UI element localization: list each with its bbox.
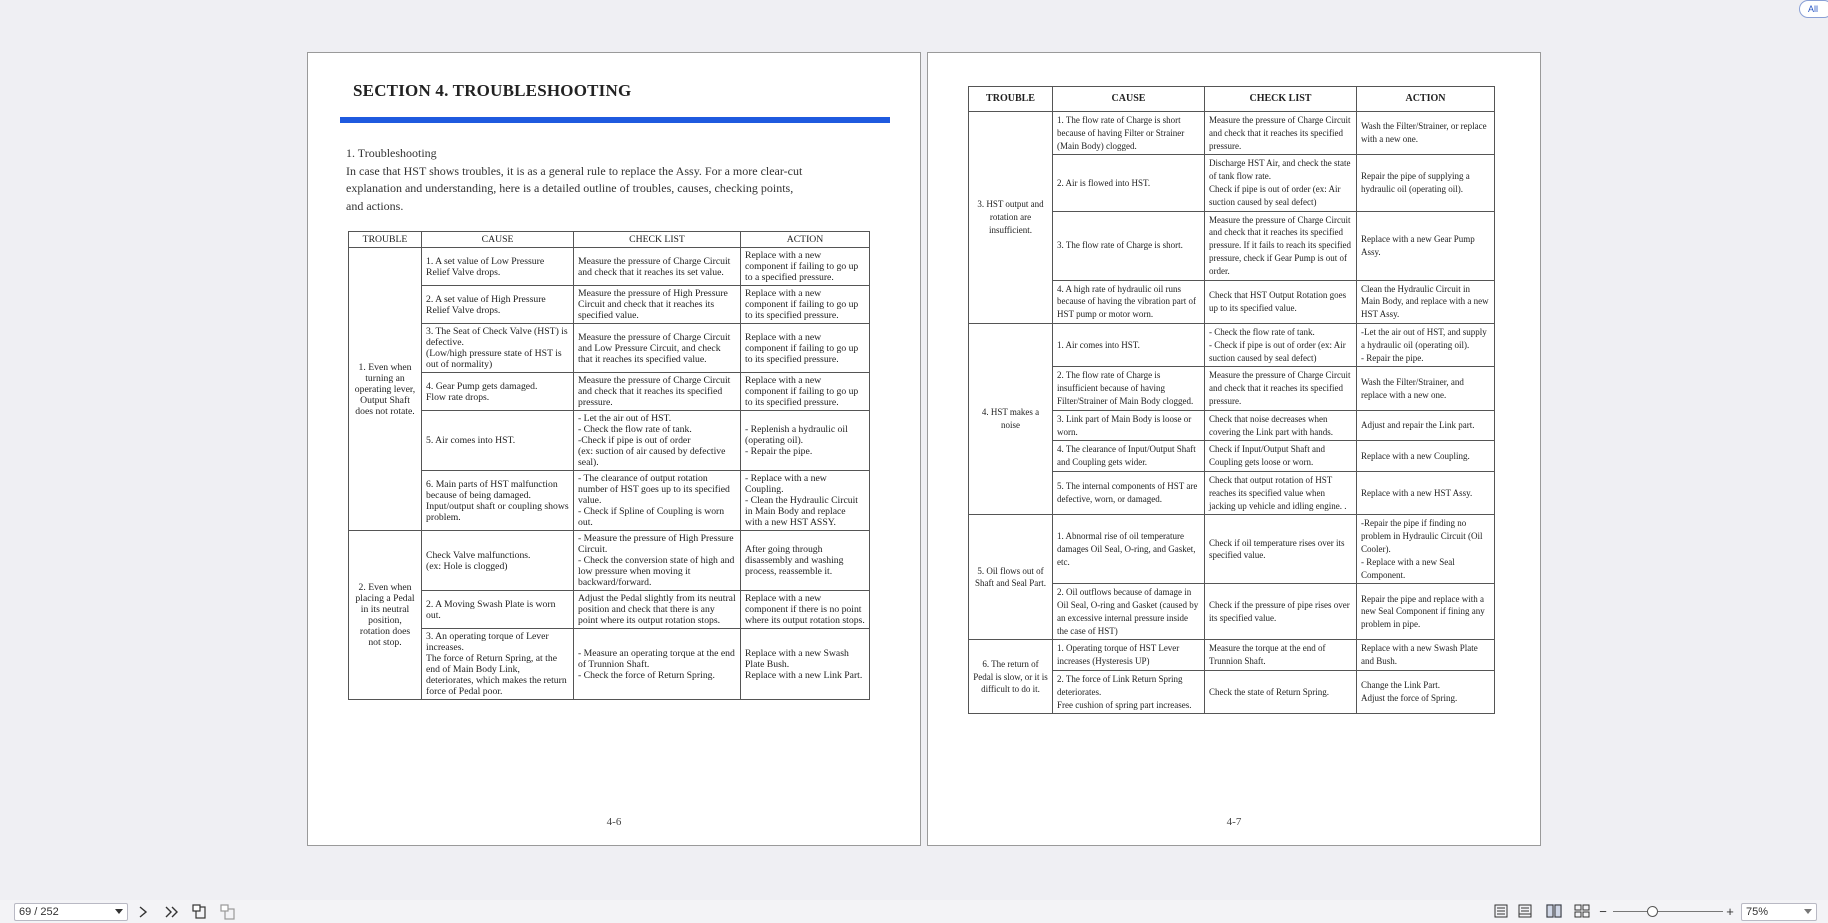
cause-cell: 5. Air comes into HST.: [422, 411, 574, 471]
cause-cell: 2. A Moving Swash Plate is worn out.: [422, 591, 574, 629]
action-cell: Replace with a new component if failing to go up to its specified pressure.: [741, 373, 870, 411]
table-row: [349, 324, 870, 373]
viewer-toolbar: [0, 900, 1828, 923]
action-cell: Wash the Filter/Strainer, and replace with a new one.: [1357, 367, 1495, 410]
check-list-cell: Check that output rotation of HST reaches its specified value when jacking up vehicle and idling engine. .: [1205, 471, 1357, 514]
troubleshooting-table-right: [968, 86, 1495, 714]
cause-cell: 2. Oil outflows because of damage in Oil Seal, O-ring and Gasket (caused by an excessive internal pressure inside the case of HST): [1053, 584, 1205, 640]
column-header: ACTION: [741, 232, 870, 248]
action-cell: Change the Link Part. Adjust the force of Spring.: [1357, 671, 1495, 714]
next-page-button[interactable]: [134, 900, 152, 923]
table-row: [969, 515, 1495, 584]
check-list-cell: Measure the pressure of High Pressure Circuit and check that it reaches its specified value.: [574, 286, 741, 324]
cause-cell: 2. Air is flowed into HST.: [1053, 155, 1205, 211]
check-list-cell: - Measure the pressure of High Pressure Circuit. - Check the conversion state of high and low pressure when moving it backward/forward.: [574, 531, 741, 591]
action-cell: - Replace with a new Coupling. - Clean the Hydraulic Circuit in Main Body and replace with a new HST ASSY.: [741, 471, 870, 531]
check-list-cell: Check if oil temperature rises over its specified value.: [1205, 515, 1357, 584]
zoom-slider-track[interactable]: [1613, 911, 1723, 912]
check-list-cell: Measure the pressure of Charge Circuit and check that it reaches its specified pressure.: [1205, 112, 1357, 155]
cause-cell: 1. Air comes into HST.: [1053, 323, 1205, 366]
table-header-row: [969, 87, 1495, 112]
action-cell: Repair the pipe of supplying a hydraulic oil (operating oil).: [1357, 155, 1495, 211]
action-cell: Replace with a new component if there is no point where its output rotation stops.: [741, 591, 870, 629]
trouble-cell: 2. Even when placing a Pedal in its neutral position, rotation does not stop.: [349, 531, 422, 700]
action-cell: Replace with a new component if failing to go up to its specified pressure.: [741, 286, 870, 324]
page-number: 4-7: [1226, 816, 1242, 828]
two-page-icon: [1546, 904, 1562, 918]
table-row: [349, 471, 870, 531]
pdf-page-right: [927, 52, 1541, 846]
column-header: CHECK LIST: [1205, 87, 1357, 112]
minus-icon: −: [1599, 904, 1607, 919]
table-row: [969, 640, 1495, 671]
column-header: CAUSE: [422, 232, 574, 248]
table-row: [349, 248, 870, 286]
two-page-view-button[interactable]: [1546, 904, 1562, 918]
intro-line: and actions.: [346, 198, 404, 213]
cause-cell: 5. The internal components of HST are defective, worn, or damaged.: [1053, 471, 1205, 514]
chevron-down-icon: [115, 909, 123, 915]
pdf-page-left: [307, 52, 921, 846]
check-list-cell: Adjust the Pedal slightly from its neutral position and check that there is any point where its output rotation stops.: [574, 591, 741, 629]
chevron-right-icon: [138, 906, 148, 918]
zoom-slider-handle[interactable]: [1647, 906, 1658, 917]
cause-cell: 1. Abnormal rise of oil temperature damages Oil Seal, O-ring, and Gasket, etc.: [1053, 515, 1205, 584]
cause-cell: 3. Link part of Main Body is loose or worn.: [1053, 410, 1205, 441]
check-list-cell: Check the state of Return Spring.: [1205, 671, 1357, 714]
action-cell: Repair the pipe and replace with a new Seal Component if fining any problem in pipe.: [1357, 584, 1495, 640]
troubleshooting-table-left: [348, 231, 870, 700]
check-list-cell: Measure the pressure of Charge Circuit and check that it reaches its set value.: [574, 248, 741, 286]
last-page-button[interactable]: [161, 900, 183, 923]
action-cell: After going through disassembly and washing process, reassemble it.: [741, 531, 870, 591]
zoom-value: 75%: [1746, 906, 1769, 918]
chevron-down-icon: [1804, 909, 1812, 915]
plus-icon: +: [1726, 904, 1734, 919]
intro-text: [346, 145, 856, 215]
continuous-view-button[interactable]: [1517, 904, 1533, 918]
section-title: SECTION 4. TROUBLESHOOTING: [353, 81, 632, 100]
page-number-value: 69 / 252: [19, 906, 59, 918]
trouble-cell: 1. Even when turning an operating lever, Output Shaft does not rotate.: [349, 248, 422, 531]
page-number: 4-6: [606, 816, 622, 828]
check-list-cell: Check that noise decreases when covering the Link part with hands.: [1205, 410, 1357, 441]
table-row: [969, 112, 1495, 155]
intro-line: explanation and understanding, here is a detailed outline of troubles, causes, checking points,: [346, 181, 794, 195]
cause-cell: 4. A high rate of hydraulic oil runs because of having the vibration part of HST pump or motor worn.: [1053, 280, 1205, 323]
action-cell: Replace with a new Coupling.: [1357, 441, 1495, 472]
two-page-continuous-button[interactable]: [1574, 904, 1590, 918]
action-cell: Adjust and repair the Link part.: [1357, 410, 1495, 441]
trouble-cell: 4. HST makes a noise: [969, 323, 1053, 514]
table-row: [349, 286, 870, 324]
column-header: TROUBLE: [349, 232, 422, 248]
cause-cell: 4. The clearance of Input/Output Shaft and Coupling gets wider.: [1053, 441, 1205, 472]
check-list-cell: Measure the pressure of Charge Circuit and check that it reaches its specified pressure. If it fails to reach its specified pressure, check if Gear Pump is out of order.: [1205, 211, 1357, 280]
table-row: [349, 591, 870, 629]
table-row: [969, 323, 1495, 366]
action-cell: -Let the air out of HST, and supply a hydraulic oil (operating oil). - Repair the pipe.: [1357, 323, 1495, 366]
cause-cell: 2. The flow rate of Charge is insufficient because of having Filter/Strainer of Main Body clogged.: [1053, 367, 1205, 410]
rotate-page-button[interactable]: [190, 900, 210, 923]
action-cell: Replace with a new Gear Pump Assy.: [1357, 211, 1495, 280]
table-row: [349, 629, 870, 700]
check-list-cell: Measure the pressure of Charge Circuit and check that it reaches its specified pressure.: [1205, 367, 1357, 410]
cause-cell: 1. The flow rate of Charge is short because of having Filter or Strainer (Main Body) clogged.: [1053, 112, 1205, 155]
check-list-cell: - Measure an operating torque at the end of Trunnion Shaft. - Check the force of Return Spring.: [574, 629, 741, 700]
cause-cell: 1. Operating torque of HST Lever increases (Hysteresis UP): [1053, 640, 1205, 671]
column-header: CAUSE: [1053, 87, 1205, 112]
section-title-rule: [340, 117, 890, 123]
two-page-continuous-icon: [1574, 904, 1590, 918]
trouble-cell: 5. Oil flows out of Shaft and Seal Part.: [969, 515, 1053, 640]
zoom-select[interactable]: [1741, 903, 1817, 921]
continuous-page-icon: [1517, 904, 1533, 918]
cause-cell: 2. A set value of High Pressure Relief Valve drops.: [422, 286, 574, 324]
table-row: [349, 411, 870, 471]
action-cell: Replace with a new HST Assy.: [1357, 471, 1495, 514]
check-list-cell: Measure the torque at the end of Trunnion Shaft.: [1205, 640, 1357, 671]
check-list-cell: - Let the air out of HST. - Check the flow rate of tank. -Check if pipe is out of order (ex: suction of air caused by defective seal).: [574, 411, 741, 471]
zoom-in-button[interactable]: [1724, 900, 1736, 923]
action-cell: Replace with a new Swash Plate Bush. Replace with a new Link Part.: [741, 629, 870, 700]
check-list-cell: Check if the pressure of pipe rises over its specified value.: [1205, 584, 1357, 640]
check-list-cell: Discharge HST Air, and check the state of tank flow rate. Check if pipe is out of order (ex: Air suction caused by seal defect): [1205, 155, 1357, 211]
page-fit-icon: [220, 904, 236, 920]
table-row: [349, 373, 870, 411]
cause-cell: 2. The force of Link Return Spring deteriorates. Free cushion of spring part increases.: [1053, 671, 1205, 714]
trouble-cell: 3. HST output and rotation are insufficient.: [969, 112, 1053, 324]
intro-line: In case that HST shows troubles, it is as a general rule to replace the Assy. For a more clear-cut: [346, 163, 803, 178]
table-row: [349, 531, 870, 591]
page-number-select[interactable]: [14, 903, 128, 921]
column-header: CHECK LIST: [574, 232, 741, 248]
cause-cell: 4. Gear Pump gets damaged. Flow rate drops.: [422, 373, 574, 411]
check-list-cell: - Check the flow rate of tank. - Check if pipe is out of order (ex: Air suction caused by seal defect): [1205, 323, 1357, 366]
cause-cell: 6. Main parts of HST malfunction because of being damaged. Input/output shaft or coupling shows problem.: [422, 471, 574, 531]
table-header-row: [349, 232, 870, 248]
cause-cell: 3. An operating torque of Lever increases. The force of Return Spring, at the end of Main Body Link, deteriorates, which makes the return force of Pedal poor.: [422, 629, 574, 700]
corner-badge[interactable]: All: [1799, 0, 1828, 18]
action-cell: Replace with a new component if failing to go up to its specified pressure.: [741, 324, 870, 373]
check-list-cell: Check that HST Output Rotation goes up to its specified value.: [1205, 280, 1357, 323]
zoom-out-button[interactable]: [1597, 900, 1609, 923]
cause-cell: 1. A set value of Low Pressure Relief Valve drops.: [422, 248, 574, 286]
column-header: TROUBLE: [969, 87, 1053, 112]
single-page-icon: [1493, 904, 1509, 918]
check-list-cell: - The clearance of output rotation number of HST goes up to its specified value. - Check if Spline of Coupling is worn out.: [574, 471, 741, 531]
cause-cell: Check Valve malfunctions. (ex: Hole is clogged): [422, 531, 574, 591]
action-cell: Replace with a new component if failing to go up to a specified pressure.: [741, 248, 870, 286]
action-cell: Wash the Filter/Strainer, or replace with a new one.: [1357, 112, 1495, 155]
cause-cell: 3. The Seat of Check Valve (HST) is defective. (Low/high pressure state of HST is out of normality): [422, 324, 574, 373]
check-list-cell: Measure the pressure of Charge Circuit and check that it reaches its specified pressure.: [574, 373, 741, 411]
page-rotate-icon: [192, 904, 208, 920]
single-page-view-button[interactable]: [1493, 904, 1509, 918]
check-list-cell: Measure the pressure of Charge Circuit and Low Pressure Circuit, and check that it reaches its specified value.: [574, 324, 741, 373]
action-cell: -Repair the pipe if finding no problem in Hydraulic Circuit (Oil Cooler). - Replace with a new Seal Component.: [1357, 515, 1495, 584]
check-list-cell: Check if Input/Output Shaft and Coupling gets loose or worn.: [1205, 441, 1357, 472]
trouble-cell: 6. The return of Pedal is slow, or it is difficult to do it.: [969, 640, 1053, 714]
intro-subheading: 1. Troubleshooting: [346, 146, 437, 160]
cause-cell: 3. The flow rate of Charge is short.: [1053, 211, 1205, 280]
column-header: ACTION: [1357, 87, 1495, 112]
action-cell: - Replenish a hydraulic oil (operating oil). - Repair the pipe.: [741, 411, 870, 471]
action-cell: Replace with a new Swash Plate and Bush.: [1357, 640, 1495, 671]
fit-page-button[interactable]: [218, 900, 238, 923]
double-chevron-right-icon: [164, 906, 180, 918]
action-cell: Clean the Hydraulic Circuit in Main Body, and replace with a new HST Assy.: [1357, 280, 1495, 323]
